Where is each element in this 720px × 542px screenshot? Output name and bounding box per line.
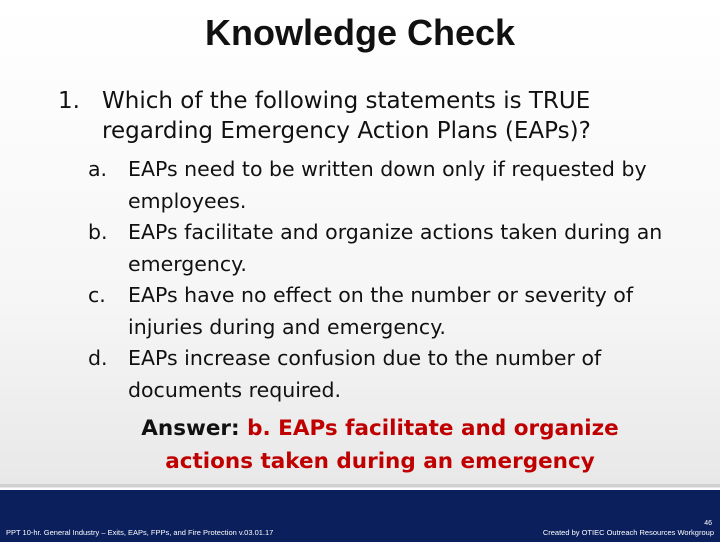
footer-course-title: PPT 10-hr. General Industry – Exits, EAPs, FPPs, and Fire Protection v.03.01.17 <box>6 528 274 537</box>
option-text: EAPs facilitate and organize actions taken during an emergency. <box>128 220 663 276</box>
option-text: EAPs have no effect on the number or severity of injuries during and emergency. <box>128 283 634 339</box>
answer-text: b. EAPs facilitate and organize actions taken during an emergency <box>165 416 619 474</box>
footer-credit: Created by OTIEC Outreach Resources Workgroup <box>542 528 714 537</box>
page-number: 46 <box>704 520 712 527</box>
answer-label: Answer: <box>141 416 248 441</box>
option-letter: b. <box>88 220 108 244</box>
option-text: EAPs need to be written down only if requested by employees. <box>128 157 647 213</box>
question-text: Which of the following statements is TRUE regarding Emergency Action Plans (EAPs)? <box>102 88 591 144</box>
footer-divider <box>0 484 720 487</box>
option-c <box>88 280 688 343</box>
question-number: 1. <box>58 88 80 114</box>
option-b <box>88 217 688 280</box>
option-d <box>88 343 688 406</box>
answer-options <box>88 154 688 406</box>
option-letter: c. <box>88 283 106 307</box>
question <box>58 86 678 146</box>
option-letter: a. <box>88 157 108 181</box>
option-a <box>88 154 688 217</box>
option-letter: d. <box>88 346 108 370</box>
answer-block <box>120 412 640 478</box>
option-text: EAPs increase confusion due to the number of documents required. <box>128 346 602 402</box>
slide-title: Knowledge Check <box>204 12 516 53</box>
footer-bar <box>0 488 720 542</box>
